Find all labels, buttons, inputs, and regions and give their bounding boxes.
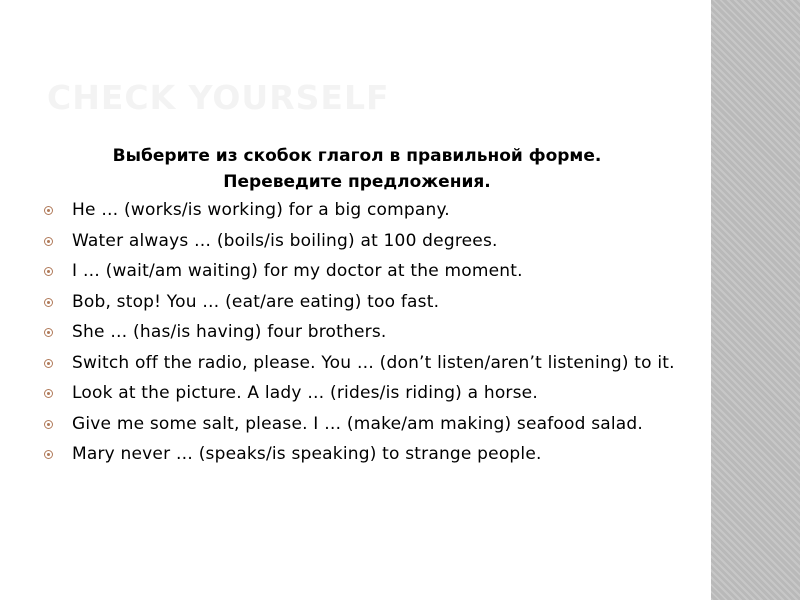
list-item-text: I … (wait/am waiting) for my doctor at the moment. — [72, 261, 523, 281]
list-item-text: Look at the picture. A lady … (rides/is riding) a horse. — [72, 383, 538, 403]
slide-content — [42, 143, 682, 472]
slide-title: CHECK YOURSELF — [47, 78, 390, 117]
list-item — [42, 441, 682, 467]
instruction-line-1: Выберите из скобок глагол в правильной форме. — [112, 146, 602, 166]
bullet-icon — [44, 298, 53, 307]
instruction-line-2: Переведите предложения. — [223, 172, 491, 192]
list-item-text: Bob, stop! You … (eat/are eating) too fast. — [72, 291, 440, 312]
list-item-text: Switch off the radio, please. You … (don’t listen/aren’t listening) to it. — [72, 352, 675, 373]
list-item-text: She … (has/is having) four brothers. — [72, 322, 387, 342]
list-item — [42, 411, 682, 437]
list-item-text: Mary never … (speaks/is speaking) to strange people. — [72, 444, 542, 464]
list-item-text: Water always … (boils/is boiling) at 100 degrees. — [72, 230, 498, 251]
list-item — [42, 319, 682, 345]
list-item — [42, 289, 682, 315]
bullet-icon — [44, 359, 53, 368]
list-item — [42, 380, 682, 406]
list-item — [42, 258, 682, 284]
list-item — [42, 197, 682, 223]
instruction-text — [42, 143, 682, 195]
bullet-icon — [44, 450, 53, 459]
bullet-icon — [44, 267, 53, 276]
list-item — [42, 350, 682, 376]
bullet-icon — [44, 328, 53, 337]
exercise-list — [42, 197, 682, 467]
bullet-icon — [44, 389, 53, 398]
bullet-icon — [44, 237, 53, 246]
list-item-text: Give me some salt, please. I … (make/am making) seafood salad. — [72, 413, 644, 434]
list-item — [42, 228, 682, 254]
list-item-text: He … (works/is working) for a big company. — [72, 200, 450, 220]
bullet-icon — [44, 206, 53, 215]
bullet-icon — [44, 420, 53, 429]
decorative-side-stripe — [711, 0, 800, 600]
